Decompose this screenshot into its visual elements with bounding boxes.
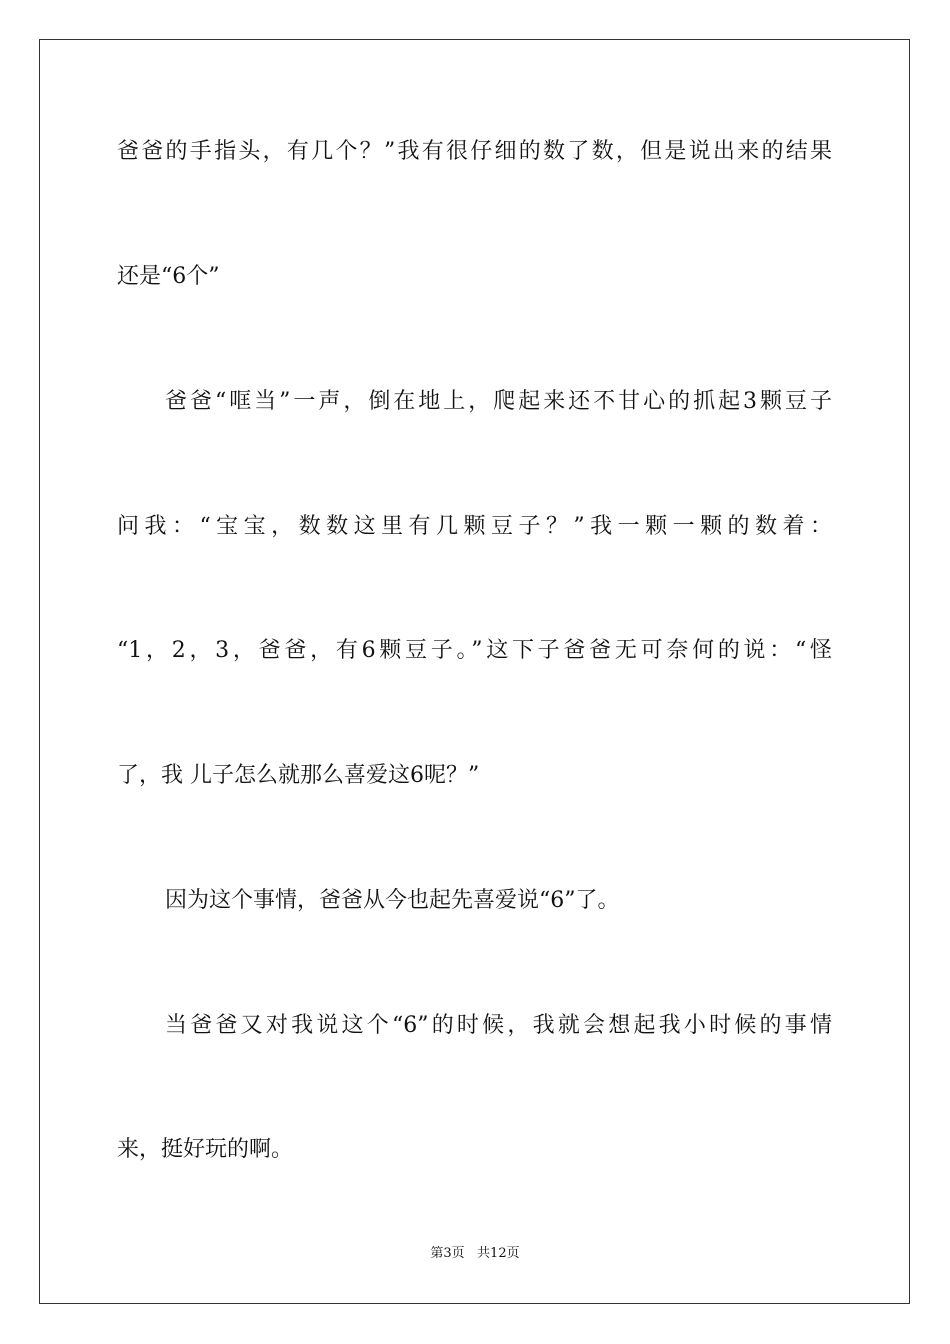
text-line-3: 爸爸“哐当”一声，倒在地上，爬起来还不甘心的抓起3颗豆子 [165, 389, 832, 414]
text-line-5: “1，2，3，爸爸，有6颗豆子。”这下子爸爸无可奈何的说：“怪 [117, 638, 832, 663]
text-line-8: 当爸爸又对我说这个“6”的时候，我就会想起我小时候的事情 [165, 1013, 832, 1038]
text-line-9: 来，挺好玩的啊。 [117, 1137, 294, 1162]
text-line-1: 爸爸的手指头，有几个？”我有很仔细的数了数，但是说出来的结果 [117, 139, 832, 164]
text-line-4: 问我：“宝宝，数数这里有几颗豆子？”我一颗一颗的数着： [117, 514, 832, 539]
text-line-7: 因为这个事情，爸爸从今也起先喜爱说“6”了。 [165, 888, 620, 913]
text-line-6: 了，我 儿子怎么就那么喜爱这6呢？” [117, 763, 480, 788]
page-frame [39, 39, 910, 1304]
page-number-footer: 第3页 共12页 [430, 1246, 520, 1261]
text-line-2: 还是“6个” [117, 264, 220, 289]
